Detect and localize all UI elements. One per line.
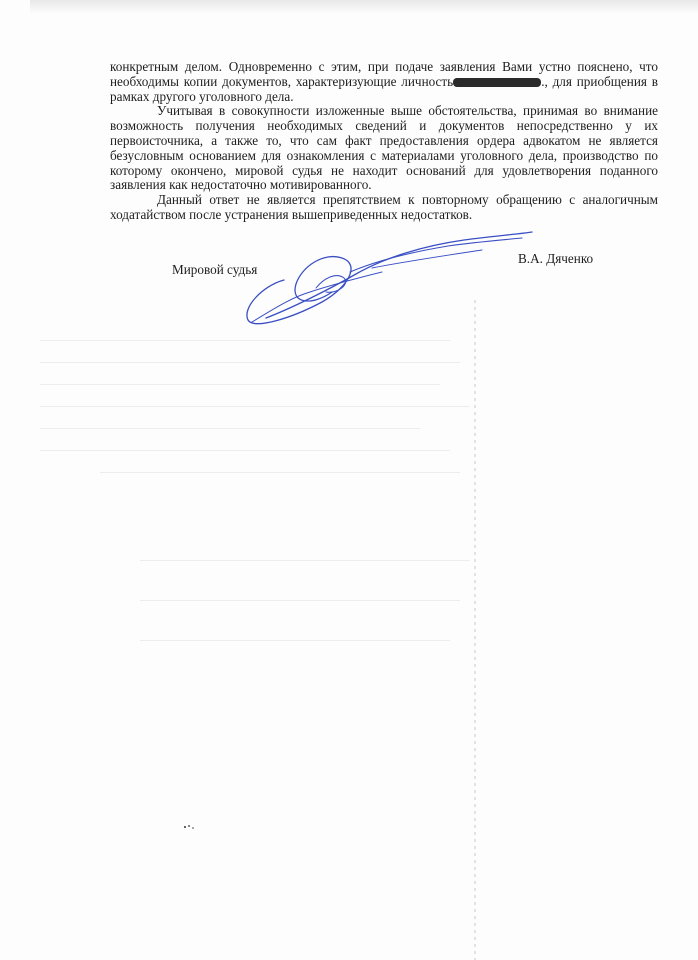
bleed-through-line — [100, 472, 460, 473]
bleed-through-line — [40, 384, 440, 385]
bleed-through-line — [40, 450, 450, 451]
handwritten-signature — [232, 222, 552, 332]
bleed-through-line — [40, 340, 450, 341]
scan-edge-shadow — [30, 0, 698, 14]
paragraph-1 — [110, 60, 658, 104]
fold-line — [474, 300, 476, 960]
bleed-through-line — [40, 406, 470, 407]
paragraph-1-end: ., для приобщения в рамках другого уголовного дела. — [110, 73, 658, 104]
signer-role: Мировой судья — [172, 262, 258, 277]
paragraph-1-start: конкретным делом. Одновременно с этим, при подаче заявления Вами устно пояснено, что необходимы копии документов, характеризующие личность — [110, 59, 658, 89]
bleed-through-line — [140, 600, 460, 601]
redaction-mark — [453, 78, 541, 87]
bleed-through-line — [140, 640, 450, 641]
paragraph-2: Учитывая в совокупности изложенные выше обстоятельства, принимая во внимание возможность получения необходимых сведений и документов непосредственно у их первоисточника, а также то, что сам факт предоставления ордера адвокатом не является безусловным основанием для ознакомления с материалами уголовного дела, производство по которому окончено, мировой судья не находит оснований для удовлетворения поданного заявления как недостаточно мотивированного. — [110, 103, 658, 193]
paragraph-3: Данный ответ не является препятствием к повторному обращению с аналогичным ходатайством после устранения вышеприведенных недостатков. — [110, 192, 658, 222]
scan-speck — [183, 824, 197, 830]
signer-name: В.А. Дяченко — [518, 251, 594, 266]
letter-body — [110, 60, 658, 223]
bleed-through-line — [40, 428, 420, 429]
bleed-through-line — [40, 362, 460, 363]
bleed-through-line — [140, 560, 470, 561]
